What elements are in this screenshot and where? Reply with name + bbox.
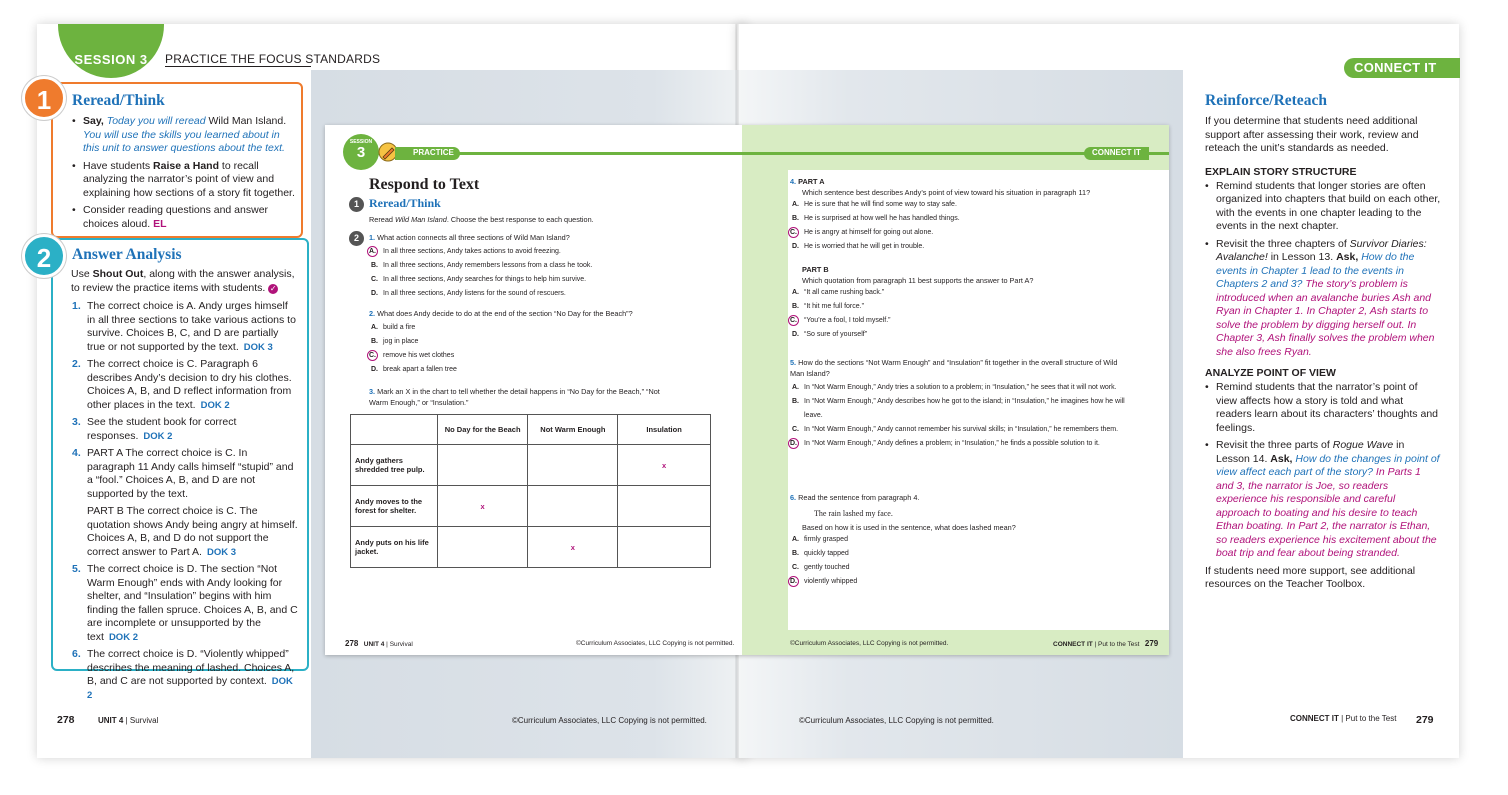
- option-letter: B.: [371, 338, 378, 345]
- answer-option[interactable]: [790, 547, 1130, 561]
- answer-item: [72, 505, 298, 559]
- question-1: [369, 232, 709, 301]
- answer-option[interactable]: [369, 287, 709, 301]
- inner-copyright-left: ©Curriculum Associates, LLC Copying is not permitted.: [576, 640, 735, 647]
- answer-option[interactable]: [790, 561, 1130, 575]
- answer-item: [72, 300, 298, 354]
- answer-text: PART B The correct choice is C. The quotation shows Andy being angry at himself. Choices A, B, and D do not support the correct answer to Part A.: [87, 505, 298, 558]
- question-text: How do the sections “Not Warm Enough” and “Insulation” fit together in the overall structure of Wild Man Island?: [790, 358, 1118, 378]
- answer-option[interactable]: [790, 381, 1130, 395]
- connect-it-tab: CONNECT IT: [1344, 58, 1460, 78]
- answer-list: [72, 300, 298, 702]
- answer-item: [72, 563, 298, 644]
- question-text: Read the sentence from paragraph 4.: [798, 493, 920, 502]
- option-letter: C.: [371, 276, 378, 283]
- option-letter: A.: [792, 384, 799, 391]
- inner-footer-left: 278 UNIT 4 | Survival: [345, 639, 413, 648]
- option-text: gently touched: [804, 564, 850, 571]
- session-tab: SESSION 3: [58, 24, 164, 78]
- story-structure-heading: EXPLAIN STORY STRUCTURE: [1205, 165, 1357, 178]
- structure-bullet-2: • Revisit the three chapters of Survivor Diaries: Avalanche! in Lesson 13. Ask, How do the events in Chapter 1 lead to the events in Chapters 2 and 3? The story’s problem is introduced when an avalanche buries Ash and Ryan in Chapter 1. In Chapter 2, Ash starts to solve the problem by digging herself out. In Chapter 3, Ash finally solves the problem when she also frees Ryan.: [1205, 238, 1441, 360]
- reinforce-section: [1205, 92, 1441, 592]
- reread-heading: Reread/Think: [72, 92, 165, 109]
- option-letter: [792, 314, 799, 328]
- part-a-text: Which sentence best describes Andy’s point of view toward his situation in paragraph 11?: [802, 188, 1091, 197]
- chart-cell[interactable]: [528, 445, 618, 486]
- selected-answer-circle: A.: [369, 248, 376, 255]
- chart-cell[interactable]: [437, 445, 528, 486]
- quote-sentence: The rain lashed my face.: [814, 509, 893, 518]
- answer-option[interactable]: [790, 198, 1130, 212]
- inner-connect-label: CONNECT IT: [1084, 147, 1149, 160]
- answer-option[interactable]: [790, 395, 1130, 423]
- right-page-number: 279: [1416, 714, 1434, 726]
- chart-cell[interactable]: x: [437, 486, 528, 527]
- chart-row: [351, 527, 711, 568]
- option-letter: A.: [792, 289, 799, 296]
- option-letter: B.: [792, 550, 799, 557]
- question-6: [790, 492, 1130, 589]
- reinforce-outro: If students need more support, see additional resources on the Teacher Toolbox.: [1205, 564, 1416, 590]
- option-letter: C.: [792, 426, 799, 433]
- pov-bullet-2: • Revisit the three parts of Rogue Wave in Lesson 14. Ask, How do the changes in point of view affect each part of the story? In Parts 1 and 3, the narrator is Joe, so readers experience his responsible and careful approach to boating and his desire to teach Ethan boating. In Part 2, the narrator is Ethan, so readers experience his excitement about the boat trip and fear about being stranded.: [1205, 439, 1441, 561]
- option-text: “So sure of yourself”: [804, 331, 868, 338]
- dok-label: DOK 2: [143, 430, 173, 442]
- option-letter: [371, 245, 378, 259]
- reinforce-intro: If you determine that students need additional support after assessing their work, review and reteach the unit’s standards as needed.: [1205, 115, 1419, 154]
- selected-answer-circle: C.: [790, 229, 797, 236]
- question-text-2: Based on how it is used in the sentence, what does lashed mean?: [802, 523, 1016, 532]
- option-text: break apart a fallen tree: [383, 366, 457, 373]
- option-letter: [792, 226, 799, 240]
- dok-label: DOK 2: [108, 631, 138, 643]
- answer-item: [72, 416, 298, 443]
- selected-answer-circle: C.: [369, 352, 376, 359]
- inner-reread-heading: Reread/Think: [369, 196, 441, 210]
- answer-option[interactable]: [790, 328, 1130, 342]
- right-copyright: ©Curriculum Associates, LLC Copying is not permitted.: [799, 716, 994, 725]
- option-text: remove his wet clothes: [383, 352, 455, 359]
- option-text: In “Not Warm Enough,” Andy cannot remember his survival skills; in “Insulation,” he remembers them.: [804, 426, 1119, 433]
- option-letter: B.: [792, 398, 799, 405]
- question-5: [790, 357, 1130, 451]
- option-letter: B.: [792, 303, 799, 310]
- chart-row: [351, 445, 711, 486]
- dok-label: DOK 2: [87, 676, 293, 701]
- answer-item: [72, 447, 298, 501]
- answer-option[interactable]: [790, 286, 1130, 300]
- option-letter: [792, 437, 799, 451]
- question-number: 1.: [369, 233, 376, 242]
- chart-row-label: Andy moves to the forest for shelter.: [351, 486, 438, 527]
- option-letter: C.: [792, 564, 799, 571]
- answer-option[interactable]: [369, 363, 709, 377]
- header-rule: [165, 66, 311, 67]
- answer-number: 5.: [72, 563, 81, 575]
- answer-option[interactable]: [790, 226, 1130, 240]
- answer-option[interactable]: [369, 273, 709, 287]
- question-text: What action connects all three sections of Wild Man Island?: [377, 233, 570, 242]
- answer-option[interactable]: [369, 335, 709, 349]
- chart-cell[interactable]: [528, 486, 618, 527]
- question-stem: [790, 357, 1130, 379]
- question-number: 6.: [790, 493, 797, 502]
- option-text: “It all came rushing back.”: [804, 289, 885, 296]
- dok-label: DOK 2: [200, 399, 230, 411]
- answer-analysis-section: [72, 246, 298, 706]
- answer-item: [72, 358, 298, 412]
- answer-text: The correct choice is C. Paragraph 6 describes Andy’s decision to dry his clothes. Choices A, B, and D reflect information from other places in the text.: [87, 358, 292, 411]
- answer-number: 1.: [72, 300, 81, 312]
- option-text: firmly grasped: [804, 536, 848, 543]
- question-2: [369, 308, 709, 377]
- reread-section: [72, 92, 298, 235]
- option-letter: A.: [792, 536, 799, 543]
- option-letter: A.: [792, 201, 799, 208]
- respond-title: Respond to Text: [369, 176, 480, 193]
- inner-step-1: 1: [349, 197, 364, 212]
- answer-option[interactable]: [369, 259, 709, 273]
- inner-copyright-right: ©Curriculum Associates, LLC Copying is not permitted.: [790, 640, 949, 647]
- answer-option[interactable]: [790, 212, 1130, 226]
- inner-step-2: 2: [349, 231, 364, 246]
- part-b-label: PART B: [802, 265, 829, 274]
- option-letter: D.: [371, 290, 378, 297]
- answer-option[interactable]: [369, 245, 709, 259]
- step-badge-2: 2: [22, 234, 66, 278]
- reinforce-heading: Reinforce/Reteach: [1205, 92, 1327, 109]
- answer-intro: Use Shout Out, along with the answer analysis, to review the practice items with students. ✓: [71, 268, 295, 294]
- answer-option[interactable]: [790, 575, 1130, 589]
- inner-instructions: Reread Wild Man Island. Choose the best response to each question.: [369, 215, 594, 224]
- option-letter: B.: [792, 215, 799, 222]
- answer-text: The correct choice is D. The section “Not Warm Enough” ends with Andy looking for shelter, and “Insulation” begins with him finding the fallen spruce. Choices A, B, and C are incomplete or unsupported by the text: [87, 563, 298, 643]
- answer-chart: No Day for the Beach Not Warm Enough Insulation Andy gathers shredded tree pulp. x Andy moves to the forest for shelter. x Andy puts on his life jacket. x: [350, 414, 711, 568]
- option-text: He is angry at himself for going out alone.: [804, 229, 934, 236]
- dok-label: DOK 3: [206, 546, 237, 558]
- right-footer-label: CONNECT IT | Put to the Test: [1290, 714, 1397, 723]
- left-copyright: ©Curriculum Associates, LLC Copying is not permitted.: [512, 716, 707, 725]
- chart-cell[interactable]: [437, 527, 528, 568]
- option-letter: D.: [371, 366, 378, 373]
- option-text: violently whipped: [804, 578, 858, 585]
- left-page-number: 278: [57, 714, 75, 726]
- answer-number: 3.: [72, 416, 81, 428]
- option-text: “You’re a fool, I told myself.”: [804, 317, 891, 324]
- option-text: In “Not Warm Enough,” Andy describes how he got to the island; in “Insulation,” he imagines how he will leave.: [804, 398, 1125, 419]
- part-b-text: Which quotation from paragraph 11 best supports the answer to Part A?: [802, 276, 1034, 285]
- option-text: In “Not Warm Enough,” Andy defines a problem; in “Insulation,” he finds a possible solution to it.: [804, 440, 1100, 447]
- option-letter: D.: [792, 331, 799, 338]
- question-number: 4.: [790, 177, 797, 186]
- answer-analysis-heading: Answer Analysis: [72, 246, 182, 263]
- dok-label: DOK 3: [243, 341, 273, 353]
- reread-bullet-1: • Say, Today you will reread Wild Man Island. You will use the skills you learned about in this unit to answer questions about the text.: [72, 115, 298, 156]
- question-number: 5.: [790, 358, 797, 367]
- reread-bullet-2: • Have students Raise a Hand to recall analyzing the narrator’s point of view and explaining how sections of a story fit together.: [72, 160, 298, 201]
- answer-option[interactable]: [790, 533, 1130, 547]
- answer-number: 6.: [72, 648, 81, 660]
- answer-number: 2.: [72, 358, 81, 370]
- option-text: In all three sections, Andy searches for things to help him survive.: [383, 276, 587, 283]
- inner-footer-right: CONNECT IT | Put to the Test 279: [1053, 639, 1159, 648]
- answer-text: PART A The correct choice is C. In paragraph 11 Andy calls himself “stupid” and a “fool.” Choices A, B, and D are not supported by the text.: [87, 447, 294, 500]
- option-text: In all three sections, Andy listens for the sound of rescuers.: [383, 290, 566, 297]
- option-text: He is worried that he will get in trouble.: [804, 243, 925, 250]
- option-text: In all three sections, Andy takes actions to avoid freezing.: [383, 248, 561, 255]
- practice-label: PRACTICE: [395, 147, 460, 160]
- option-text: build a fire: [383, 324, 416, 331]
- answer-option[interactable]: [790, 437, 1130, 451]
- answer-option[interactable]: [790, 314, 1130, 328]
- check-icon: ✓: [269, 283, 277, 293]
- selected-answer-circle: D.: [790, 578, 797, 585]
- option-text: He is surprised at how well he has handled things.: [804, 215, 960, 222]
- left-unit-label: UNIT 4 | Survival: [98, 716, 159, 725]
- session-title: PRACTICE THE FOCUS STANDARDS: [165, 52, 381, 66]
- answer-item: [72, 648, 298, 702]
- question-number: 2.: [369, 309, 376, 318]
- answer-option[interactable]: [790, 423, 1130, 437]
- question-stem: [369, 308, 709, 319]
- question-3: 3. Mark an X in the chart to tell whether the detail happens in “No Day for the Beach,” “Not Warm Enough,” or “Insulation.”: [369, 387, 660, 407]
- option-text: In “Not Warm Enough,” Andy tries a solution to a problem; in “Insulation,” he sees that it will not work.: [804, 384, 1117, 391]
- selected-answer-circle: D.: [790, 440, 797, 447]
- option-letter: B.: [371, 262, 378, 269]
- answer-number: 4.: [72, 447, 81, 459]
- question-4: [790, 176, 1130, 342]
- part-a-label: PART A: [798, 177, 825, 186]
- chart-cell[interactable]: x: [528, 527, 618, 568]
- point-of-view-heading: ANALYZE POINT OF VIEW: [1205, 367, 1336, 379]
- option-text: jog in place: [383, 338, 419, 345]
- option-letter: A.: [371, 324, 378, 331]
- inner-session-badge: SESSION 3: [343, 134, 379, 170]
- option-letter: [792, 575, 799, 589]
- reread-bullet-3: • Consider reading questions and answer choices aloud. EL: [72, 204, 298, 231]
- answer-option[interactable]: [369, 321, 709, 335]
- chart-cell[interactable]: [618, 486, 711, 527]
- option-text: “It hit me full force.”: [804, 303, 864, 310]
- option-text: quickly tapped: [804, 550, 849, 557]
- step-badge-1: 1: [22, 76, 66, 120]
- question-stem: [369, 232, 709, 243]
- question-text: What does Andy decide to do at the end of the section “No Day for the Beach”?: [377, 309, 633, 318]
- pov-bullet-1: • Remind students that the narrator’s point of view affects how a story is told and what readers learn about its characters’ thoughts and feelings.: [1205, 381, 1441, 435]
- chart-cell[interactable]: x: [618, 445, 711, 486]
- chart-row-label: Andy puts on his life jacket.: [351, 527, 438, 568]
- selected-answer-circle: C.: [790, 317, 797, 324]
- chart-cell[interactable]: [618, 527, 711, 568]
- option-text: He is sure that he will find some way to stay safe.: [804, 201, 957, 208]
- answer-option[interactable]: [369, 349, 709, 363]
- answer-option[interactable]: [790, 300, 1130, 314]
- answer-text: The correct choice is D. “Violently whipped” describes the meaning of lashed. Choices A, B, and C are not supported by context.: [87, 648, 295, 687]
- option-text: In all three sections, Andy remembers lessons from a class he took.: [383, 262, 593, 269]
- answer-text: See the student book for correct responses.: [87, 416, 237, 442]
- chart-row: [351, 486, 711, 527]
- option-letter: D.: [792, 243, 799, 250]
- answer-option[interactable]: [790, 240, 1130, 254]
- option-letter: [371, 349, 378, 363]
- answer-text: The correct choice is A. Andy urges himself in all three sections to take various actions to survive. Choices B, C, and D are partially true or not supported by the text.: [87, 300, 296, 353]
- chart-row-label: Andy gathers shredded tree pulp.: [351, 445, 438, 486]
- structure-bullet-1: • Remind students that longer stories are often organized into chapters that build on each other, with the events in one chapter leading to the events in the next chapter.: [1205, 180, 1441, 234]
